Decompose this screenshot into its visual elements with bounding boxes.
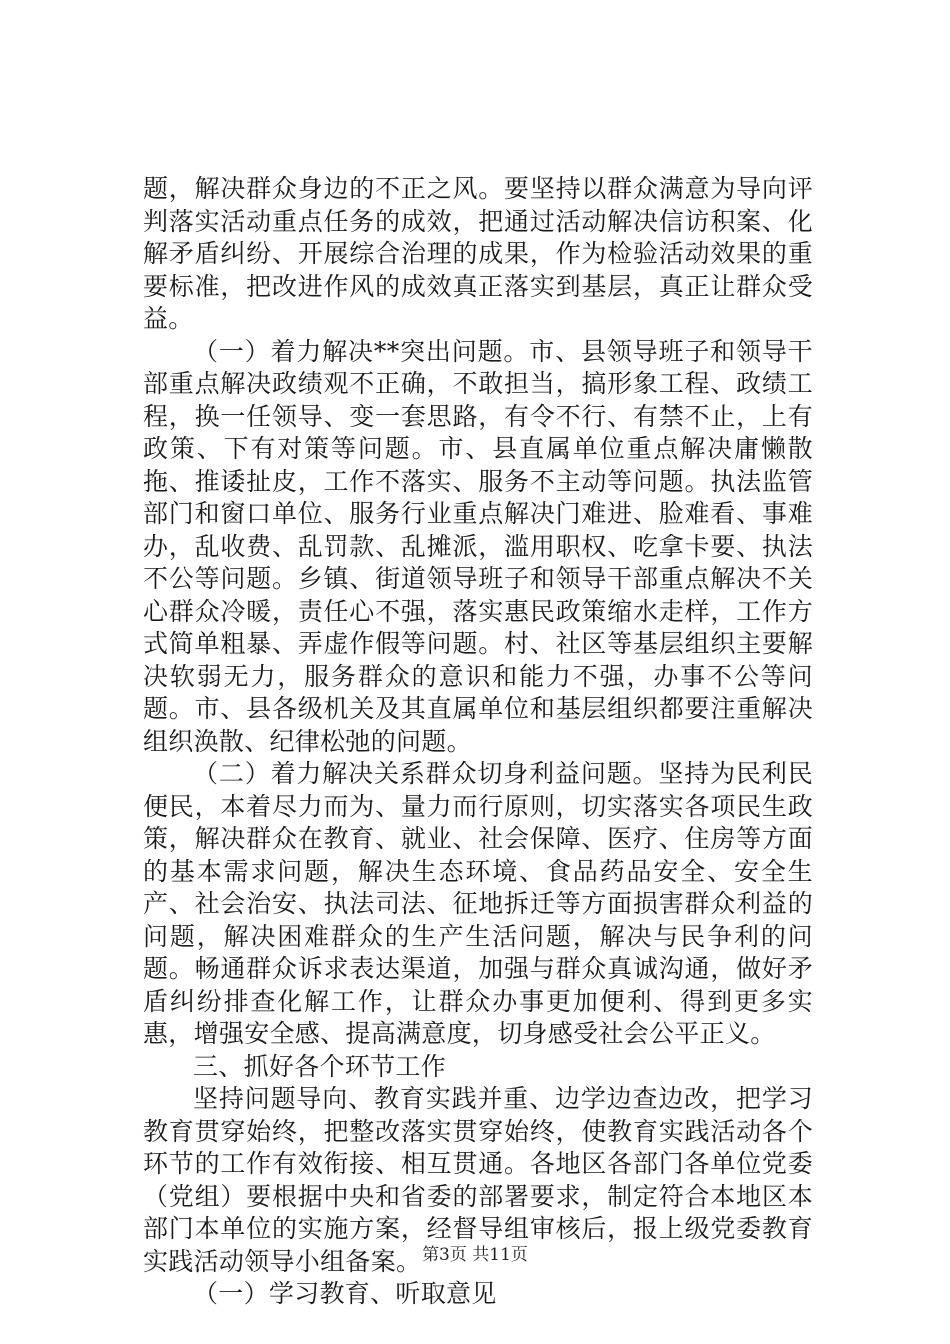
document-body [143,173,813,1311]
paragraph-continuation: 题，解决群众身边的不正之风。要坚持以群众满意为导向评判落实活动重点任务的成效，把通过活动解决信访积案、化解矛盾纠纷、开展综合治理的成果，作为检验活动效果的重要标准，把改进作风的成效真正落实到基层，真正让群众受益。 [143,174,813,333]
section-heading-3: 三、抓好各个环节工作 [193,1051,447,1081]
paragraph-section-2: （二）着力解决关系群众切身利益问题。坚持为民利民便民，本着尽力而为、量力而行原则，切实落实各项民生政策，解决群众在教育、就业、社会保障、医疗、住房等方面的基本需求问题，解决生态环境、食品药品安全、安全生产、社会治安、执法司法、征地拆迁等方面损害群众利益的问题，解决困难群众的生产生活问题，解决与民争利的问题。畅通群众诉求表达渠道，加强与群众真诚沟通，做好矛盾纠纷排查化解工作，让群众办事更加便利、得到更多实惠，增强安全感、提高满意度，切身感受社会公平正义。 [143,759,813,1048]
subsection-heading-3-1: （一）学习教育、听取意见 [193,1279,497,1308]
page-footer [0,1243,950,1267]
paragraph-section-1: （一）着力解决**突出问题。市、县领导班子和领导干部重点解决政绩观不正确，不敢担当，搞形象工程、政绩工程，换一任领导、变一套思路，有令不行、有禁不止，上有政策、下有对策等问题。市、县直属单位重点解决庸懒散拖、推诿扯皮，工作不落实、服务不主动等问题。执法监管部门和窗口单位、服务行业重点解决门难进、脸难看、事难办，乱收费、乱罚款、乱摊派，滥用职权、吃拿卡要、执法不公等问题。乡镇、街道领导班子和领导干部重点解决不关心群众冷暖，责任心不强，落实惠民政策缩水走样，工作方式简单粗暴、弄虚作假等问题。村、社区等基层组织主要解决软弱无力，服务群众的意识和能力不强，办事不公等问题。市、县各级机关及其直属单位和基层组织都要注重解决组织涣散、纪律松弛的问题。 [143,336,813,756]
paragraph-section-3-intro: 坚持问题导向、教育实践并重、边学边查边改，把学习教育贯穿始终，把整改落实贯穿始终，使教育实践活动各个环节的工作有效衔接、相互贯通。各地区各部门各单位党委（党组）要根据中央和省委的部署要求，制定符合本地区本部门本单位的实施方案，经督导组审核后，报上级党委教育实践活动领导小组备案。 [143,1084,813,1276]
page-number-label: 第3页 共11页 [422,1245,528,1265]
